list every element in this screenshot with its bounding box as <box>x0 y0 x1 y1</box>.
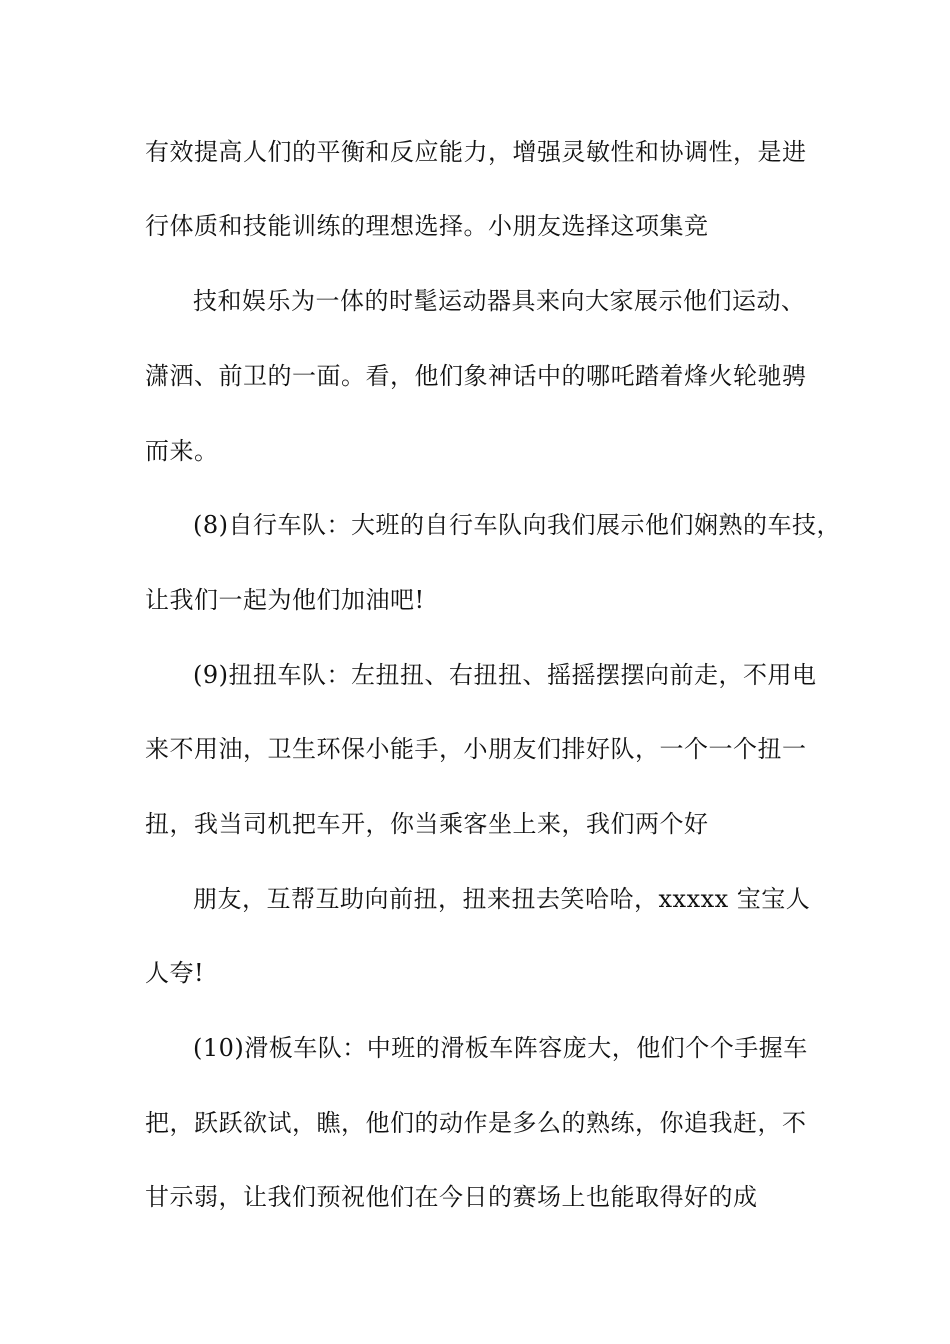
text-line: (9)扭扭车队：左扭扭、右扭扭、摇摇摆摆向前走，不用电 <box>193 661 817 689</box>
text-line: 而来。 <box>145 437 219 465</box>
text-line: 朋友，互帮互助向前扭，扭来扭去笑哈哈，xxxxx 宝宝人 <box>193 885 811 913</box>
text-line: (8)自行车队：大班的自行车队向我们展示他们娴熟的车技， <box>193 511 841 539</box>
text-line: 把，跃跃欲试，瞧，他们的动作是多么的熟练，你追我赶，不 <box>145 1109 807 1137</box>
text-line: 行体质和技能训练的理想选择。小朋友选择这项集竞 <box>145 212 709 240</box>
text-line: 潇洒、前卫的一面。看，他们象神话中的哪吒踏着烽火轮驰骋 <box>145 362 807 390</box>
text-line: 让我们一起为他们加油吧! <box>145 586 425 614</box>
text-line: 技和娱乐为一体的时髦运动器具来向大家展示他们运动、 <box>193 287 806 315</box>
text-line: (10)滑板车队：中班的滑板车阵容庞大，他们个个手握车 <box>193 1034 808 1062</box>
text-line: 来不用油，卫生环保小能手，小朋友们排好队，一个一个扭一 <box>145 735 807 763</box>
text-line: 有效提高人们的平衡和反应能力，增强灵敏性和协调性，是进 <box>145 138 807 166</box>
text-line: 人夸! <box>145 959 205 987</box>
text-line: 甘示弱，让我们预祝他们在今日的赛场上也能取得好的成 <box>145 1183 758 1211</box>
text-line: 扭，我当司机把车开，你当乘客坐上来，我们两个好 <box>145 810 709 838</box>
